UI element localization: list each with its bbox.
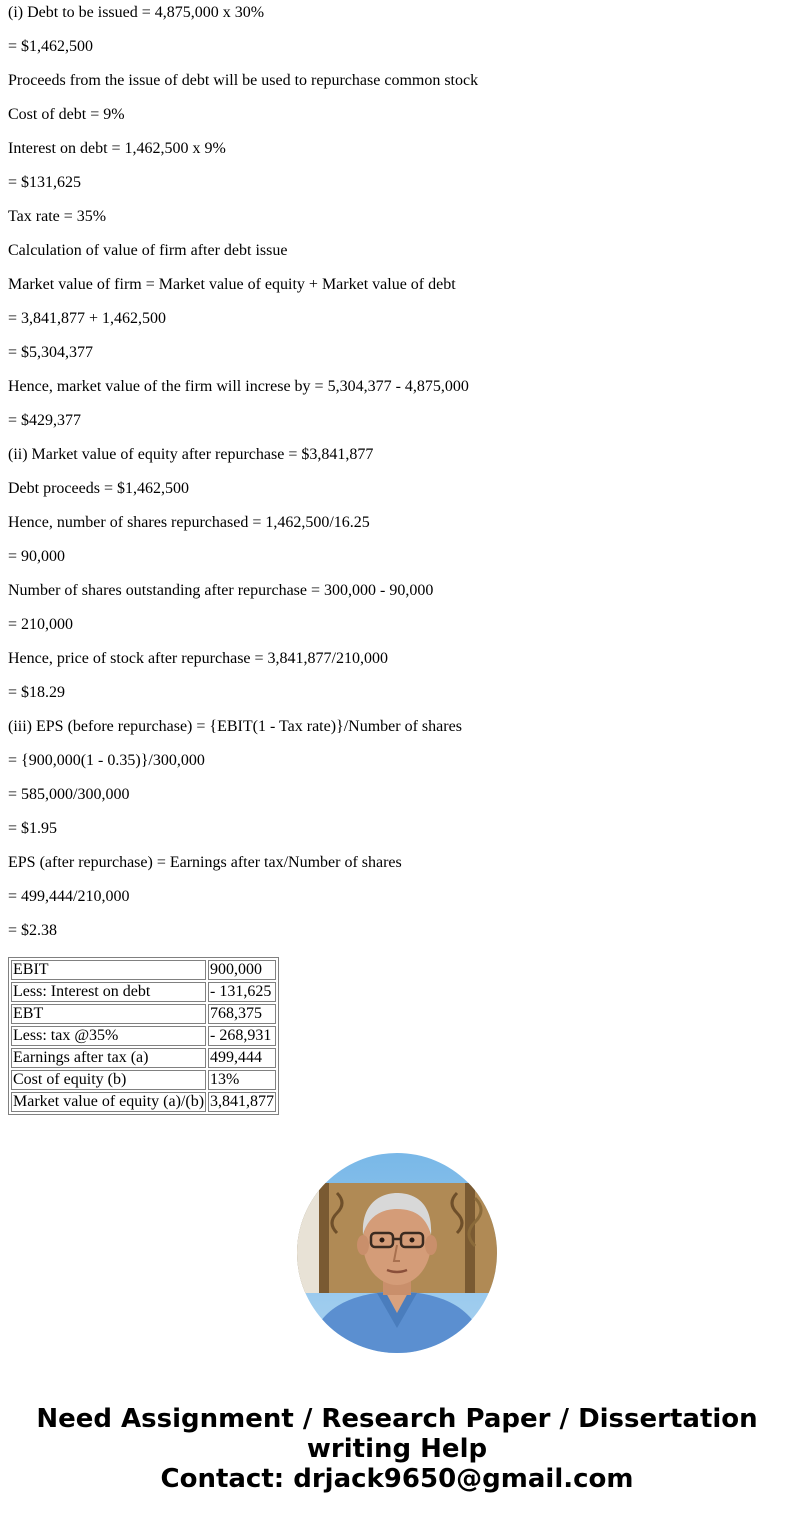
- table-cell-value: 3,841,877: [210, 1093, 275, 1110]
- solution-text: [8, 4, 788, 956]
- table-cell-label: EBT: [11, 1004, 206, 1024]
- solution-line: Tax rate = 35%: [8, 208, 107, 225]
- table-row: [11, 1070, 276, 1090]
- solution-line: = 210,000: [8, 616, 74, 633]
- table-cell-label: Less: tax @35%: [11, 1026, 206, 1046]
- solution-line: = {900,000(1 - 0.35)}/300,000: [8, 752, 205, 769]
- table-cell-value: - 268,931: [208, 1026, 276, 1046]
- table-row: [11, 1004, 276, 1024]
- solution-line: Debt proceeds = $1,462,500: [8, 480, 189, 497]
- table-cell-label: Earnings after tax (a): [11, 1048, 206, 1068]
- solution-line: = $2.38: [8, 922, 58, 939]
- banner-line: Need Assignment / Research Paper / Dissertation: [36, 1404, 758, 1434]
- solution-line: = 585,000/300,000: [8, 786, 130, 803]
- solution-line: Market value of firm = Market value of equity + Market value of debt: [8, 276, 456, 293]
- contact-banner: [0, 1404, 794, 1494]
- table-row: [11, 1092, 276, 1112]
- solution-line: = $1,462,500: [8, 38, 94, 55]
- table-row: [11, 1048, 276, 1068]
- solution-line: = 3,841,877 + 1,462,500: [8, 310, 167, 327]
- solution-line: Interest on debt = 1,462,500 x 9%: [8, 140, 226, 157]
- solution-line: Hence, price of stock after repurchase = 3,841,877/210,000: [8, 650, 388, 667]
- equity-value-table: [8, 957, 279, 1115]
- solution-line: = 499,444/210,000: [8, 888, 130, 905]
- solution-line: (ii) Market value of equity after repurchase = $3,841,877: [8, 446, 374, 463]
- table-row: [11, 982, 276, 1002]
- solution-line: = $1.95: [8, 820, 58, 837]
- table-cell-value: 13%: [208, 1070, 276, 1090]
- table-row: [11, 960, 276, 980]
- solution-line: (iii) EPS (before repurchase) = {EBIT(1 - Tax rate)}/Number of shares: [8, 718, 462, 735]
- table-cell-label: EBIT: [11, 960, 206, 980]
- banner-line: writing Help: [306, 1434, 488, 1464]
- solution-line: (i) Debt to be issued = 4,875,000 x 30%: [8, 4, 265, 21]
- author-avatar: [297, 1153, 497, 1353]
- table-row: [11, 1026, 276, 1046]
- solution-line: Number of shares outstanding after repurchase = 300,000 - 90,000: [8, 582, 434, 599]
- solution-line: Proceeds from the issue of debt will be used to repurchase common stock: [8, 72, 479, 89]
- solution-line: Calculation of value of firm after debt issue: [8, 242, 288, 259]
- author-portrait-icon: [297, 1153, 497, 1353]
- solution-line: Hence, number of shares repurchased = 1,462,500/16.25: [8, 514, 370, 531]
- table-cell-label: Market value of equity (a)/(b): [13, 1093, 205, 1110]
- solution-line: = $131,625: [8, 174, 82, 191]
- solution-line: = 90,000: [8, 548, 66, 565]
- table-cell-value: 900,000: [208, 960, 276, 980]
- solution-line: = $5,304,377: [8, 344, 94, 361]
- table-cell-value: 499,444: [208, 1048, 276, 1068]
- solution-line: = $18.29: [8, 684, 66, 701]
- solution-line: Hence, market value of the firm will increse by = 5,304,377 - 4,875,000: [8, 378, 469, 395]
- table-cell-value: - 131,625: [208, 982, 276, 1002]
- table-cell-value: 768,375: [208, 1004, 276, 1024]
- solution-line: Cost of debt = 9%: [8, 106, 125, 123]
- table-cell-label: Cost of equity (b): [11, 1070, 206, 1090]
- solution-line: = $429,377: [8, 412, 82, 429]
- table-cell-label: Less: Interest on debt: [11, 982, 206, 1002]
- solution-line: EPS (after repurchase) = Earnings after tax/Number of shares: [8, 854, 402, 871]
- contact-email: Contact: drjack9650@gmail.com: [160, 1464, 634, 1494]
